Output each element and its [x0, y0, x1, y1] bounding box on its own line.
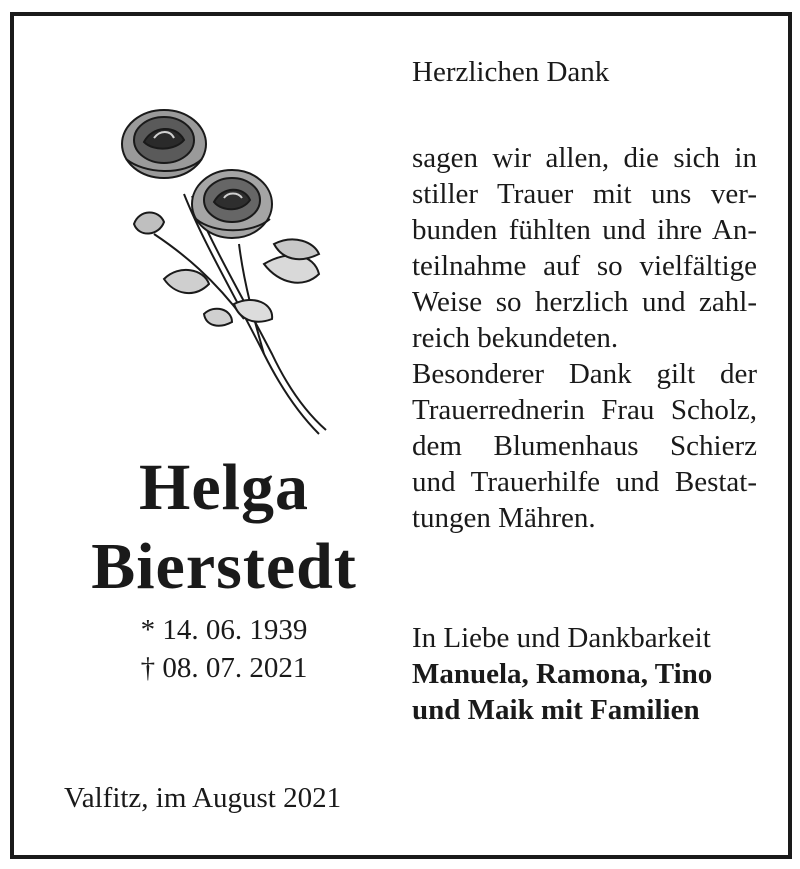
family-names: Manuela, Ramona, Tino	[412, 658, 713, 690]
body-line: und Trauerhilfe und Bestat-	[412, 466, 757, 498]
thanks-body	[412, 140, 757, 536]
death-date: † 08. 07. 2021	[140, 652, 308, 684]
body-line: tungen Mähren.	[412, 502, 596, 534]
body-line: Besonderer Dank gilt der	[412, 358, 757, 390]
place-and-date: Valfitz, im August 2021	[64, 782, 342, 814]
body-line: bunden fühlten und ihre An-	[412, 214, 757, 246]
deceased-last-name: Bierstedt	[91, 530, 357, 603]
body-line: teilnahme auf so vielfältige	[412, 250, 757, 282]
closing-block	[412, 620, 757, 728]
deceased-first-name: Helga	[139, 451, 309, 524]
body-line: stiller Trauer mit uns ver-	[412, 178, 757, 210]
body-line: reich bekundeten.	[412, 322, 619, 354]
body-line: Trauerrednerin Frau Scholz,	[412, 394, 757, 426]
body-line: Weise so herzlich und zahl-	[412, 286, 757, 318]
family-names: und Maik mit Familien	[412, 694, 700, 726]
obituary-frame	[10, 12, 792, 859]
birth-date: * 14. 06. 1939	[140, 614, 308, 646]
thanks-heading: Herzlichen Dank	[412, 56, 610, 88]
roses-illustration	[114, 104, 344, 439]
closing-line: In Liebe und Dankbarkeit	[412, 622, 711, 654]
body-line: sagen wir allen, die sich in	[412, 142, 757, 174]
body-line: dem Blumenhaus Schierz	[412, 430, 757, 462]
